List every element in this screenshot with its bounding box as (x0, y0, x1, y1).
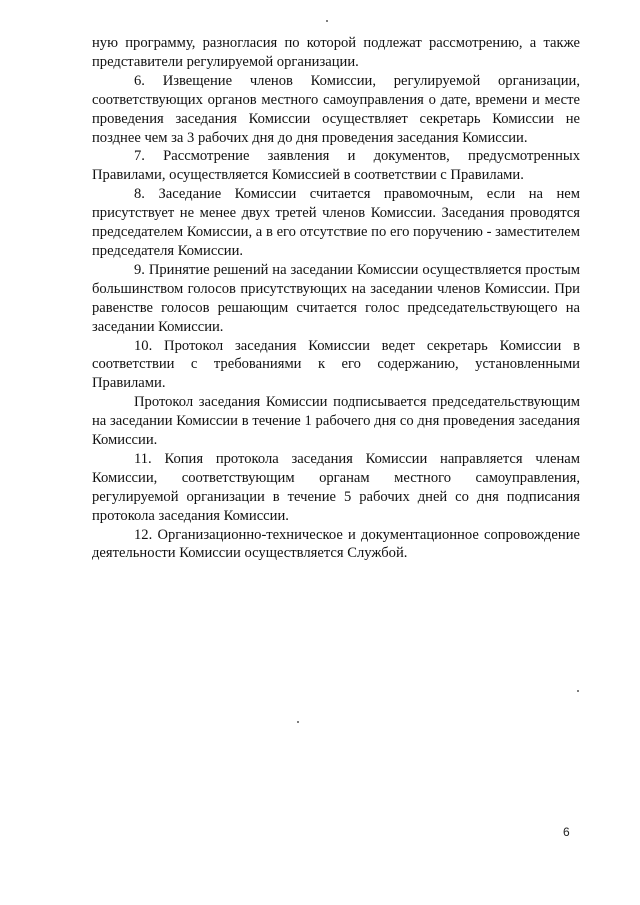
paragraph-protocol-signing: Протокол заседания Комиссии подписывается председательствующим на заседании Комиссии в течение 1 рабочего дня со дня проведения заседания Комиссии. (92, 394, 580, 449)
scan-speck (577, 690, 579, 692)
paragraph-continuation: ную программу, разногласия по которой подлежат рассмотрению, а также представители регулируемой организации. (92, 35, 580, 70)
paragraph-item-12: 12. Организационно-техническое и документационное сопровождение деятельности Комиссии осуществляется Службой. (92, 526, 580, 562)
body-text (92, 34, 580, 563)
paragraph-item-10: 10. Протокол заседания Комиссии ведет секретарь Комиссии в соответствии с требованиями к его содержанию, установленными Правилами. (92, 337, 580, 392)
scan-speck (326, 20, 328, 22)
paragraph-item-6: 6. Извещение членов Комиссии, регулируемой организации, соответствующих органов местного самоуправления о дате, времени и месте проведения заседания Комиссии осуществляет секретарь Комиссии не позднее чем за 3 рабочих дня до дня проведения заседания Комиссии. (92, 72, 580, 146)
paragraph-item-7: 7. Рассмотрение заявления и документов, предусмотренных Правилами, осуществляется Комиссией в соответствии с Правилами. (92, 148, 580, 184)
paragraph-item-8: 8. Заседание Комиссии считается правомочным, если на нем присутствует не менее двух третей членов Комиссии. Заседания проводятся председателем Комиссии, а в его отсутствие по его поручению - заместителем председателя Комиссии. (92, 186, 580, 259)
paragraph-item-9: 9. Принятие решений на заседании Комиссии осуществляется простым большинством голосов присутствующих на заседании членов Комиссии. При равенстве голосов решающим считается голос председательствующего на заседании Комиссии. (92, 261, 580, 335)
scan-speck (297, 721, 299, 723)
paragraph-item-11: 11. Копия протокола заседания Комиссии направляется членам Комиссии, соответствующим органам местного самоуправления, регулируемой организации в течение 5 рабочих дней со дня подписания протокола заседания Комиссии. (92, 450, 580, 524)
page-number: 6 (563, 825, 570, 839)
